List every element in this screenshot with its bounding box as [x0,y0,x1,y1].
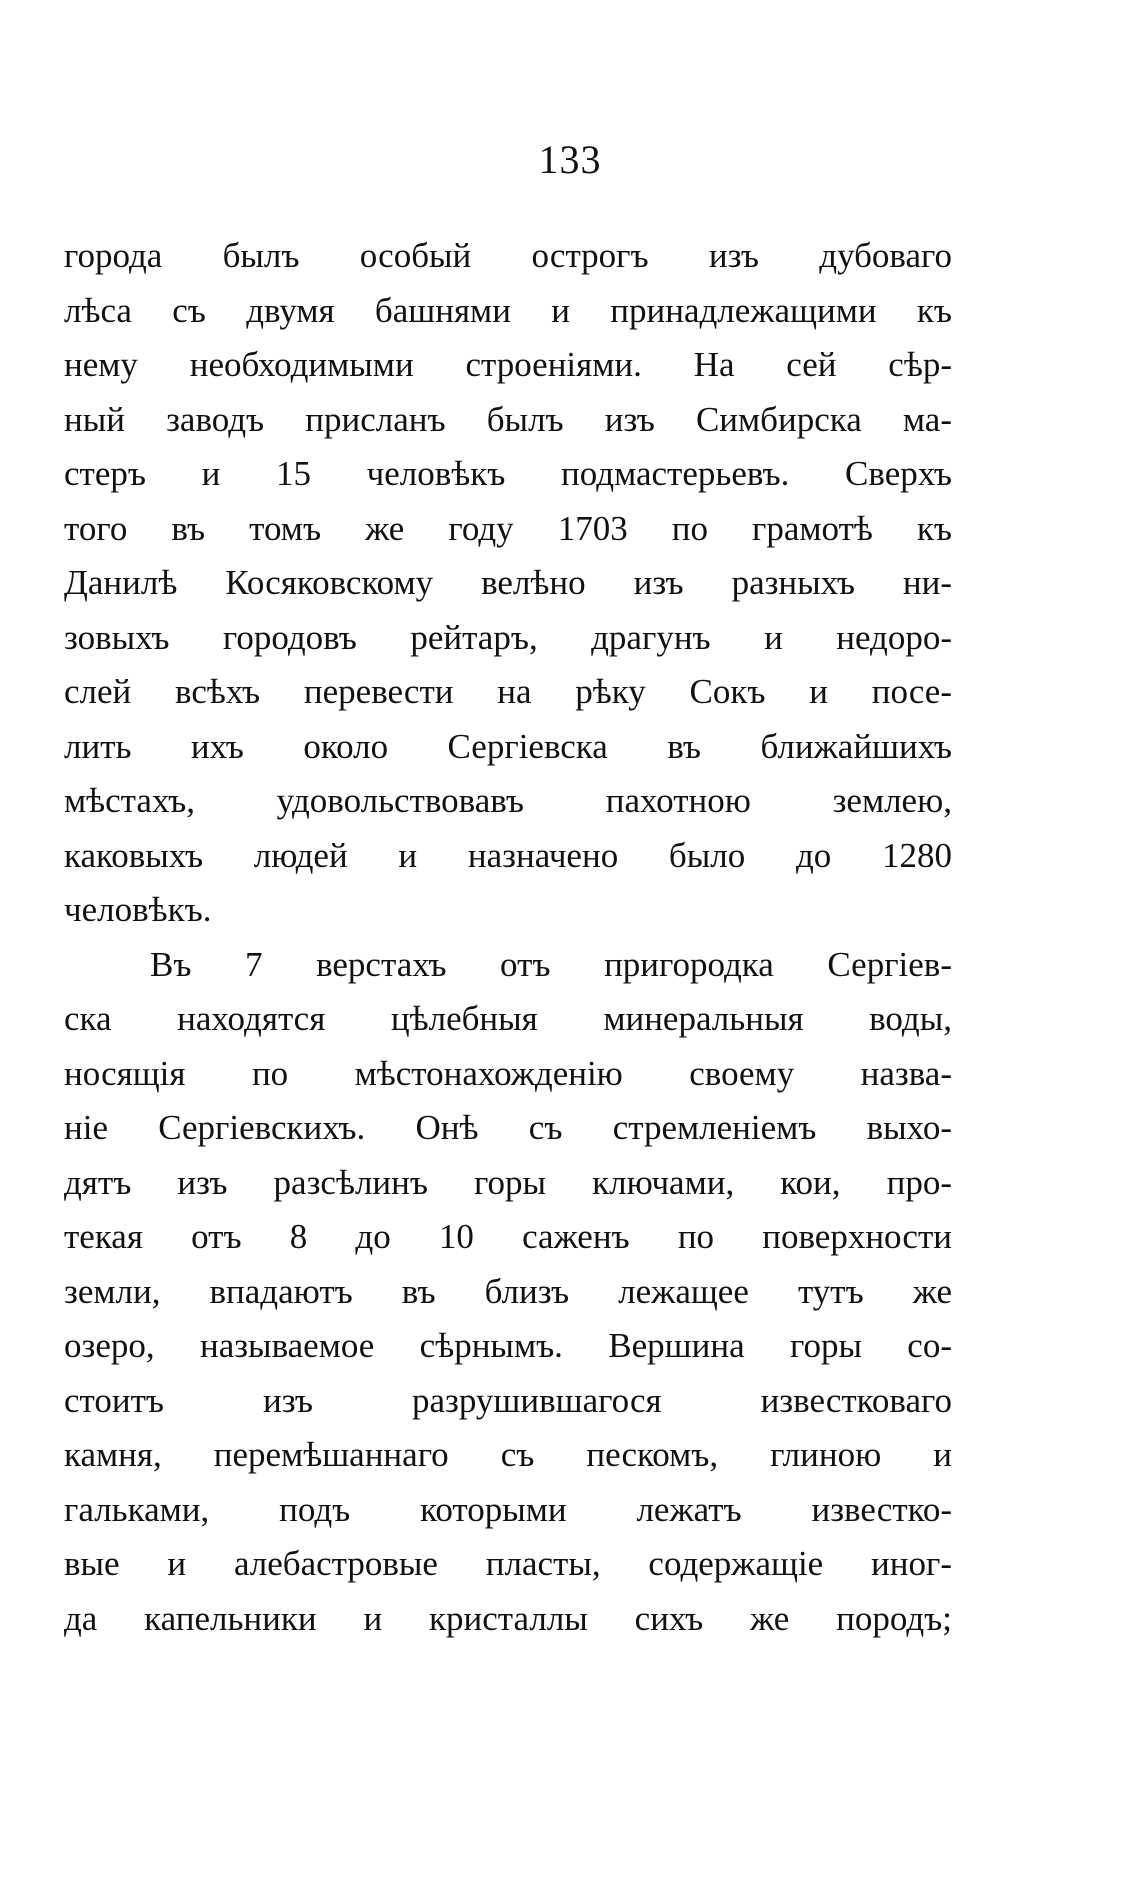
text-line: да капельники и кристаллы сихъ же породъ; [64,1598,952,1638]
text-line: Данилѣ Косяковскому велѣно изъ разныхъ ни- [64,563,952,602]
text-line: гальками, подъ которыми лежатъ известко- [64,1489,952,1529]
text-line: каковыхъ людей и назначено было до 1280 [64,835,952,875]
text-line: того въ томъ же году 1703 по грамотѣ къ [64,508,952,548]
text-line: стоитъ изъ разрушившагося известковаго [64,1380,952,1420]
text-line: ный заводъ присланъ былъ изъ Симбирска ма- [64,399,952,439]
text-line: озеро, называемое сѣрнымъ. Вершина горы со- [64,1326,952,1365]
text-line: города былъ особый острогъ изъ дубоваго [64,236,952,275]
text-line: ніе Сергіевскихъ. Онѣ съ стремленіемъ выхо- [64,1108,952,1147]
page-number: 133 [538,137,602,182]
text-line: нему необходимыми строеніями. На сей сѣр- [64,345,952,384]
text-line: вые и алебастровые пласты, содержащіе иног- [64,1544,952,1583]
text-line: текая отъ 8 до 10 саженъ по поверхности [64,1217,952,1256]
text-line: стеръ и 15 человѣкъ подмастерьевъ. Сверхъ [64,454,952,493]
text-line: ска находятся цѣлебныя минеральныя воды, [64,999,952,1038]
paragraph-end-line: человѣкъ. [64,890,212,929]
text-line: носящія по мѣстонахожденію своему назва- [64,1053,952,1093]
text-line: мѣстахъ, удовольствовавъ пахотною землею, [64,781,952,820]
paragraph-start-line: Въ 7 верстахъ отъ пригородка Сергіев- [150,944,952,984]
body-text [64,229,952,1646]
text-line: лѣса съ двумя башнями и принадлежащими къ [64,290,952,330]
text-line: камня, перемѣшаннаго съ пескомъ, глиною и [64,1435,952,1474]
text-line: дятъ изъ разсѣлинъ горы ключами, кои, про- [64,1162,952,1202]
text-line: зовыхъ городовъ рейтаръ, драгунъ и недоро- [64,617,952,657]
text-line: лить ихъ около Сергіевска въ ближайшихъ [64,726,952,766]
text-line: земли, впадаютъ въ близъ лежащее тутъ же [64,1271,952,1311]
text-line: слей всѣхъ перевести на рѣку Сокъ и посе- [64,672,952,711]
